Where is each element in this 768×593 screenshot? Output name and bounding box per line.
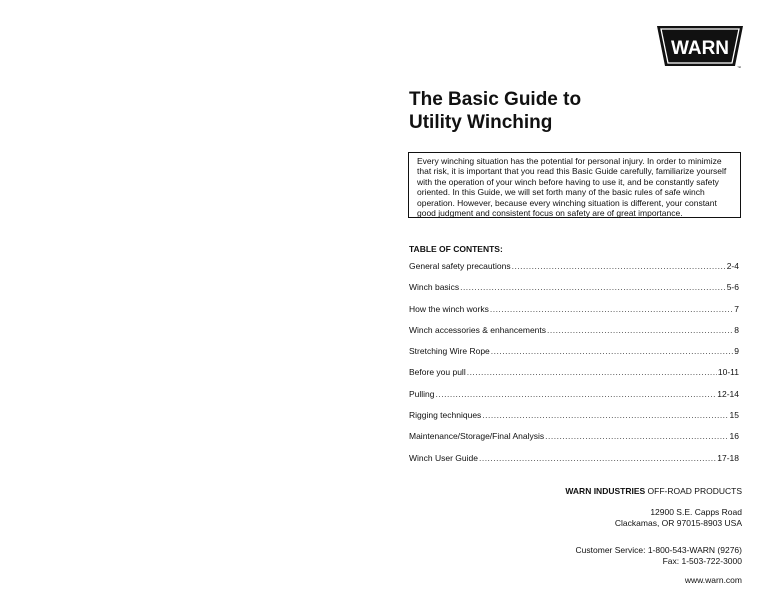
toc-leader xyxy=(467,367,717,377)
toc-item-page: 16 xyxy=(729,431,739,442)
toc-item-page: 12-14 xyxy=(717,388,739,399)
toc-leader xyxy=(512,261,726,271)
warn-logo xyxy=(655,23,745,69)
toc-item-label: Pulling xyxy=(409,388,435,399)
toc-item-label: Maintenance/Storage/Final Analysis xyxy=(409,431,545,442)
toc-leader xyxy=(436,389,717,399)
toc-item-label: How the winch works xyxy=(409,303,489,314)
toc-leader xyxy=(545,431,728,441)
customer-service-phone: Customer Service: 1-800-543-WARN (9276) xyxy=(575,545,742,555)
toc-item xyxy=(409,453,739,474)
toc-leader xyxy=(491,346,733,356)
toc-item-label: Winch User Guide xyxy=(409,452,478,463)
table-of-contents xyxy=(409,261,739,474)
safety-notice-box: Every winching situation has the potential for personal injury. In order to minimize that risk, it is important that you read this Basic Guide carefully, familiarize yourself with the operation of your winch before having to use it, and be constantly safety oriented. In this Guide, we will set forth many of the basic rules of safe winch operation. However, because every winching situation is different, your constant good judgment and consistent focus on safety are of great importance. xyxy=(408,152,741,218)
toc-heading: TABLE OF CONTENTS: xyxy=(409,244,503,254)
toc-item xyxy=(409,410,739,431)
address-street: 12900 S.E. Capps Road xyxy=(650,507,742,517)
toc-item-page: 10-11 xyxy=(717,367,739,378)
address-city: Clackamas, OR 97015-8903 USA xyxy=(614,517,742,528)
toc-item-label: Winch accessories & enhancements xyxy=(409,324,547,335)
toc-leader xyxy=(460,282,726,292)
toc-item xyxy=(409,261,739,282)
trademark-mark: ™ xyxy=(737,65,741,69)
toc-item xyxy=(409,367,739,388)
toc-item xyxy=(409,282,739,303)
title-line-2: Utility Winching xyxy=(409,112,553,133)
company-contact xyxy=(576,545,742,566)
toc-item-label: General safety precautions xyxy=(409,261,511,271)
toc-item-label: Winch basics xyxy=(409,282,460,293)
company-line xyxy=(565,486,742,496)
toc-leader xyxy=(482,410,728,420)
toc-item xyxy=(409,304,739,325)
toc-item-label: Stretching Wire Rope xyxy=(409,346,490,357)
toc-item-label: Rigging techniques xyxy=(409,410,482,421)
logo-wordmark: WARN xyxy=(670,38,730,59)
page-title xyxy=(409,88,739,134)
company-address xyxy=(615,507,742,528)
toc-item-page: 5-6 xyxy=(726,282,739,293)
toc-item xyxy=(409,431,739,452)
toc-item-page: 7 xyxy=(734,303,739,314)
title-line-1: The Basic Guide to xyxy=(409,89,582,110)
toc-leader xyxy=(490,304,733,314)
toc-item-page: 15 xyxy=(729,410,739,421)
toc-item xyxy=(409,389,739,410)
toc-item-label: Before you pull xyxy=(409,367,466,378)
toc-item-page: 17-18 xyxy=(717,452,739,463)
toc-leader xyxy=(479,453,716,463)
website-link[interactable]: www.warn.com xyxy=(684,575,742,585)
toc-item xyxy=(409,346,739,367)
toc-item-page: 2-4 xyxy=(726,261,739,271)
toc-item-page: 8 xyxy=(734,324,739,335)
company-name: WARN INDUSTRIES xyxy=(565,486,646,496)
company-division: OFF-ROAD PRODUCTS xyxy=(647,486,742,496)
toc-leader xyxy=(547,325,733,335)
toc-item xyxy=(409,325,739,346)
toc-item-page: 9 xyxy=(734,346,739,357)
fax-number: Fax: 1-503-722-3000 xyxy=(662,555,742,566)
